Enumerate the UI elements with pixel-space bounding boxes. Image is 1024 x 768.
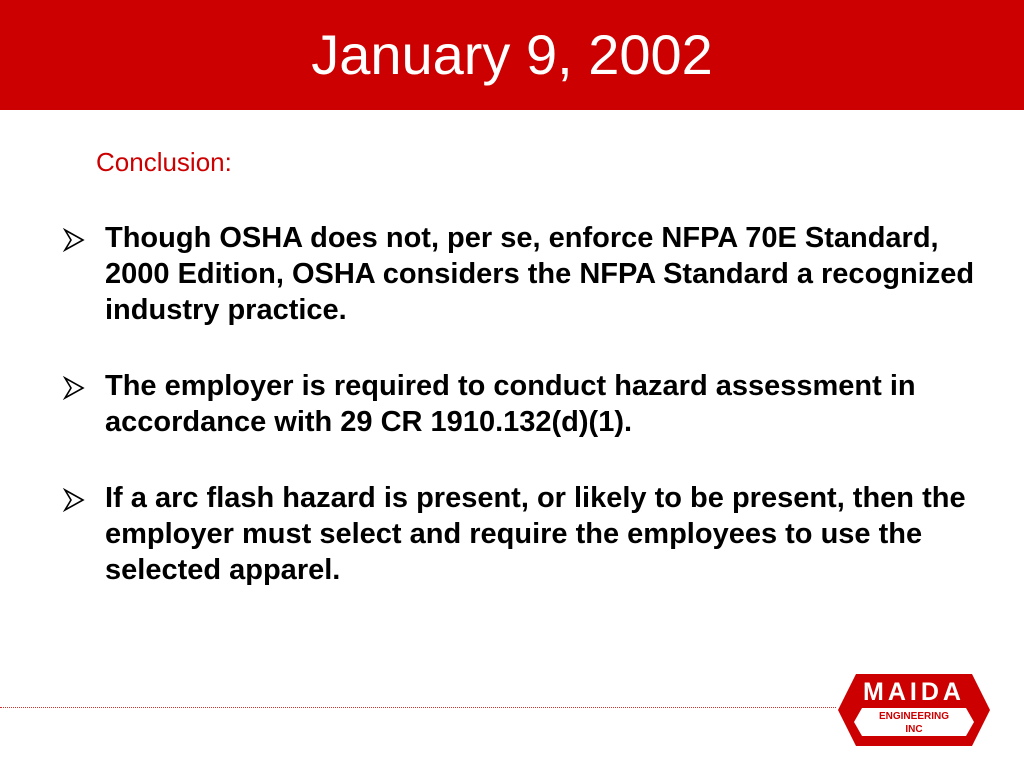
arrow-right-icon xyxy=(62,488,86,512)
arrow-right-icon xyxy=(62,376,86,400)
bullet-list xyxy=(62,220,982,628)
bullet-item xyxy=(62,368,982,440)
logo-subtitle: ENGINEERING xyxy=(878,711,949,722)
bullet-text: If a arc flash hazard is present, or likely to be present, then the employer must select and require the employees to use the selected apparel. xyxy=(105,482,966,586)
slide-title: January 9, 2002 xyxy=(311,23,713,86)
bullet-item xyxy=(62,220,982,328)
logo-suffix: INC xyxy=(905,724,923,735)
arrow-right-icon xyxy=(62,228,86,252)
logo-word: MAIDA xyxy=(863,678,965,706)
section-heading: Conclusion: xyxy=(96,147,232,177)
bullet-text: The employer is required to conduct hazard assessment in accordance with 29 CR 1910.132(d)(1). xyxy=(105,370,916,438)
footer-divider xyxy=(0,707,836,708)
bullet-item xyxy=(62,480,982,588)
company-logo xyxy=(836,672,992,748)
bullet-text: Though OSHA does not, per se, enforce NFPA 70E Standard, 2000 Edition, OSHA considers the NFPA Standard a recognized industry practice. xyxy=(105,222,975,326)
